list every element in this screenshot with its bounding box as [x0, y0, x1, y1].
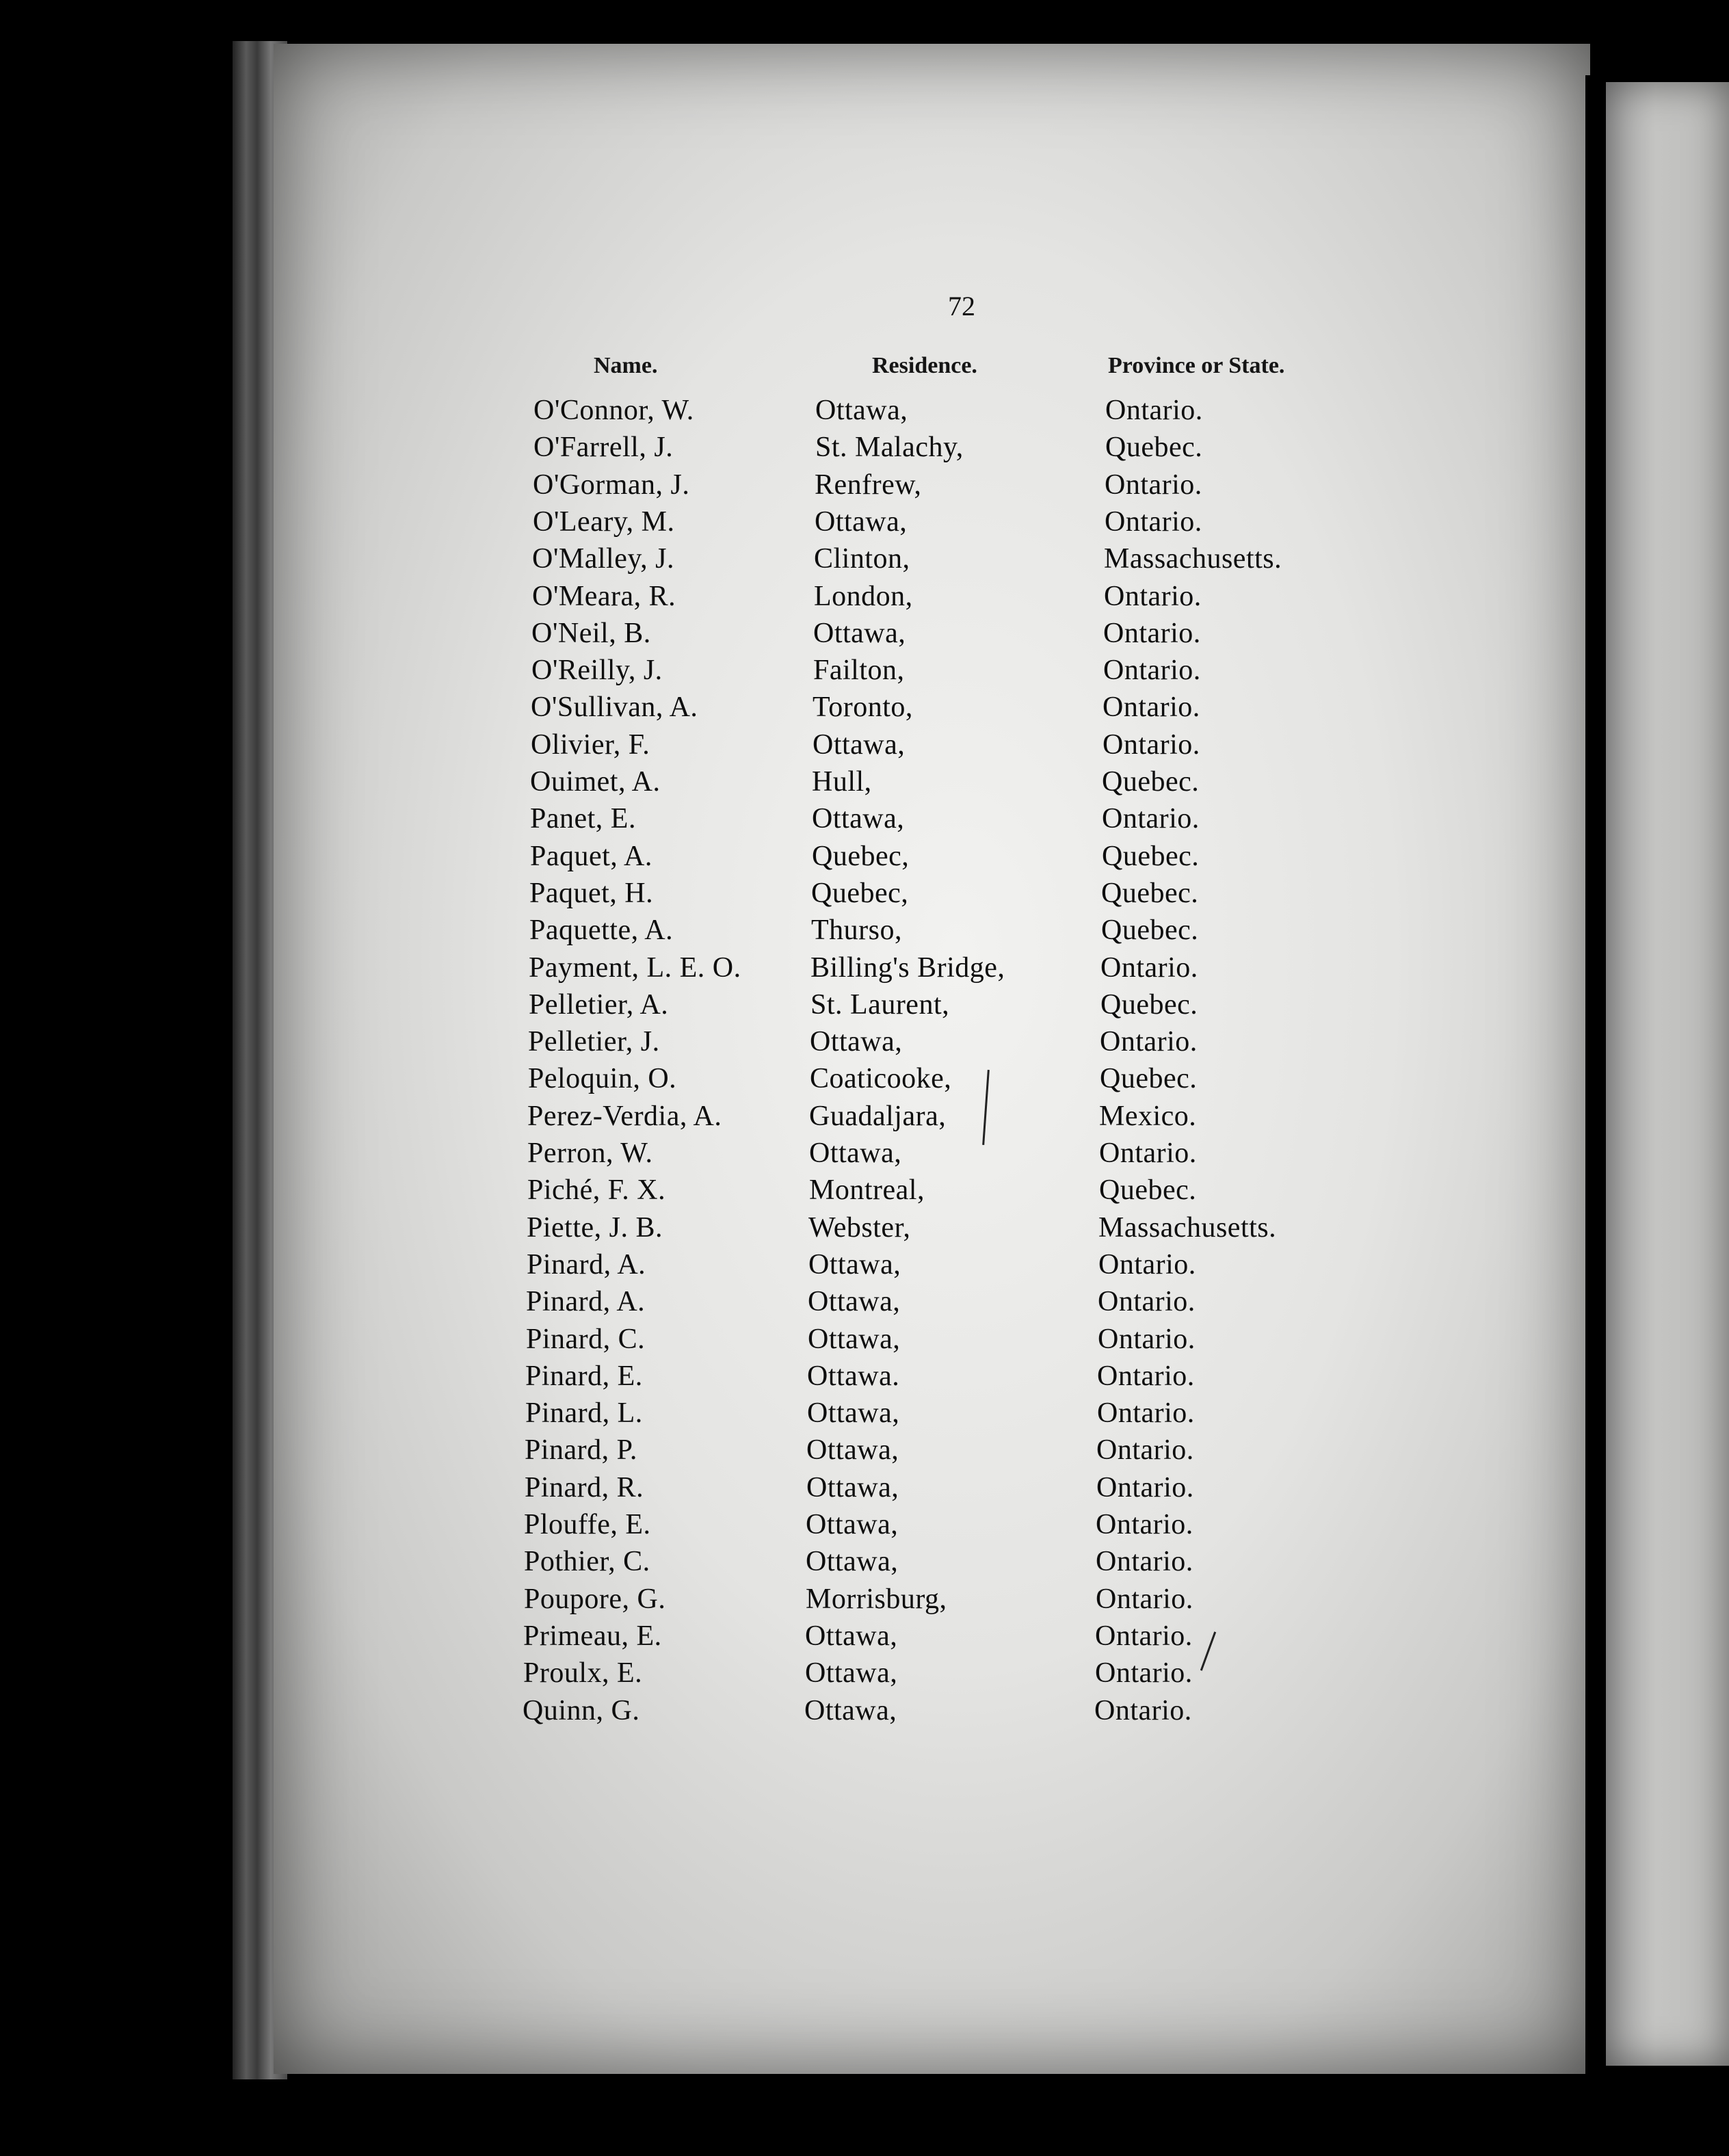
table-row — [529, 988, 1354, 1025]
page-number: 72 — [948, 291, 975, 321]
table-row — [533, 617, 1354, 654]
entry-name: O'Malley, J. — [532, 543, 674, 575]
table-row — [530, 765, 1354, 802]
entry-name: Proulx, E. — [523, 1657, 643, 1690]
entry-name: Pelletier, J. — [528, 1026, 660, 1058]
entry-province: Massachusetts. — [1098, 1211, 1277, 1244]
entry-residence: Montreal, — [809, 1174, 925, 1207]
entry-name: Panet, E. — [530, 803, 636, 835]
table-row — [530, 840, 1354, 877]
table-row — [533, 654, 1354, 691]
entry-province: Ontario. — [1097, 1397, 1195, 1430]
entry-residence: Renfrew, — [815, 469, 922, 501]
entry-province: Quebec. — [1101, 877, 1199, 909]
entry-province: Ontario. — [1105, 395, 1203, 426]
entry-residence: Billing's Bridge, — [810, 951, 1005, 984]
column-header-residence: Residence. — [872, 353, 977, 378]
entry-province: Ontario. — [1095, 1620, 1193, 1652]
table-row — [533, 691, 1354, 728]
entry-province: Ontario. — [1097, 1360, 1195, 1392]
facing-page-edge — [1606, 82, 1729, 2066]
table-row — [527, 1248, 1354, 1285]
table-row — [526, 1323, 1354, 1360]
table-row — [528, 1062, 1354, 1099]
entry-name: Primeau, E. — [523, 1620, 662, 1652]
entry-residence: Ottawa, — [813, 728, 906, 761]
entry-name: Pinard, E. — [525, 1360, 643, 1392]
entry-name: Pelletier, A. — [529, 988, 669, 1021]
entry-name: O'Gorman, J. — [533, 469, 690, 501]
entry-residence: Ottawa, — [806, 1509, 899, 1540]
entry-province: Ontario. — [1096, 1471, 1194, 1503]
entry-name: Poupore, G. — [524, 1583, 666, 1615]
table-row — [527, 1100, 1354, 1137]
column-header-name: Name. — [594, 353, 658, 378]
table-row — [529, 951, 1354, 988]
entry-residence: Guadaljara, — [809, 1100, 947, 1132]
entry-province: Ontario. — [1105, 469, 1202, 501]
entry-name: Pinard, A. — [527, 1248, 646, 1280]
entry-residence: Coaticooke, — [810, 1063, 952, 1095]
entry-province: Quebec. — [1100, 1063, 1198, 1095]
entry-residence: Morrisburg, — [806, 1583, 947, 1615]
entry-name: Ouimet, A. — [530, 766, 661, 798]
entry-name: Paquet, A. — [530, 840, 652, 872]
table-row — [533, 394, 1354, 431]
entry-name: Pinard, L. — [525, 1397, 643, 1430]
entry-name: O'Connor, W. — [533, 395, 694, 426]
entry-name: O'Farrell, J. — [533, 432, 674, 464]
table-row — [525, 1360, 1354, 1397]
entry-name: Pothier, C. — [524, 1546, 650, 1578]
entry-province: Ontario. — [1096, 1509, 1193, 1540]
entry-residence: Toronto, — [813, 692, 913, 724]
entry-residence: Ottawa, — [805, 1657, 898, 1690]
entry-province: Ontario. — [1099, 1138, 1197, 1169]
table-row — [524, 1545, 1354, 1582]
entry-residence: Ottawa, — [806, 1471, 899, 1503]
entry-province: Quebec. — [1105, 432, 1203, 464]
entry-province: Ontario. — [1102, 803, 1200, 835]
entry-residence: Ottawa, — [806, 1434, 899, 1467]
entry-name: O'Reilly, J. — [531, 655, 663, 687]
entry-name: Perez-Verdia, A. — [527, 1100, 722, 1132]
table-row — [525, 1434, 1354, 1471]
entry-province: Ontario. — [1098, 1323, 1196, 1355]
entry-residence: Ottawa, — [809, 1138, 902, 1169]
entry-residence: Ottawa, — [806, 1546, 899, 1578]
entry-residence: Quebec, — [811, 877, 909, 909]
entry-name: O'Neil, B. — [531, 617, 651, 649]
entry-province: Ontario. — [1095, 1657, 1193, 1690]
entry-name: Pinard, R. — [525, 1471, 644, 1503]
entry-residence: Ottawa, — [808, 1323, 901, 1355]
entry-residence: Ottawa, — [807, 1397, 900, 1430]
entry-residence: Ottawa, — [815, 505, 908, 538]
entry-residence: Ottawa, — [810, 1026, 903, 1058]
table-row — [533, 505, 1354, 542]
table-row — [533, 469, 1354, 505]
entry-residence: Clinton, — [814, 543, 910, 575]
entry-province: Quebec. — [1102, 840, 1200, 872]
entry-name: O'Leary, M. — [533, 505, 675, 538]
entry-name: Peloquin, O. — [528, 1063, 677, 1095]
table-row — [527, 1174, 1354, 1211]
entry-province: Quebec. — [1099, 1174, 1197, 1207]
entry-province: Ontario. — [1105, 505, 1202, 538]
entry-residence: Ottawa, — [813, 617, 906, 649]
table-row — [525, 1471, 1354, 1508]
entry-province: Ontario. — [1103, 692, 1200, 724]
table-row — [527, 1211, 1354, 1248]
entry-name: Piette, J. B. — [527, 1211, 663, 1244]
table-row — [523, 1657, 1354, 1694]
entry-residence: Hull, — [812, 766, 872, 798]
entry-name: Payment, L. E. O. — [529, 951, 741, 984]
table-row — [524, 1508, 1354, 1545]
book-gutter — [1585, 75, 1606, 2086]
entry-name: Paquette, A. — [529, 915, 674, 947]
entry-province: Ontario. — [1094, 1694, 1192, 1726]
table-row — [533, 728, 1354, 765]
entry-name: Olivier, F. — [531, 728, 650, 761]
entry-residence: Quebec, — [812, 840, 910, 872]
entry-province: Ontario. — [1098, 1286, 1196, 1318]
entry-residence: Failton, — [813, 655, 905, 687]
entry-residence: Ottawa, — [805, 1620, 898, 1652]
entry-province: Ontario. — [1096, 1546, 1193, 1578]
entry-province: Quebec. — [1101, 915, 1199, 947]
column-header-province: Province or State. — [1108, 353, 1285, 378]
entry-name: Plouffe, E. — [524, 1509, 651, 1540]
table-row — [527, 1137, 1354, 1174]
entry-province: Ontario. — [1098, 1248, 1196, 1280]
entry-name: O'Sullivan, A. — [531, 692, 698, 724]
table-row — [533, 580, 1354, 617]
entry-residence: Ottawa, — [804, 1694, 897, 1726]
entry-name: Perron, W. — [527, 1138, 653, 1169]
entry-residence: St. Malachy, — [815, 432, 964, 464]
entry-province: Ontario. — [1100, 951, 1198, 984]
table-row — [529, 877, 1354, 914]
book-page — [274, 44, 1590, 2074]
table-row — [526, 1285, 1354, 1322]
entry-name: Pinard, A. — [526, 1286, 646, 1318]
table-row — [530, 802, 1354, 839]
entry-residence: Ottawa. — [807, 1360, 900, 1392]
entry-residence: Webster, — [808, 1211, 911, 1244]
register-table — [523, 394, 1354, 1830]
entry-province: Ontario. — [1096, 1583, 1193, 1615]
entry-province: Ontario. — [1103, 617, 1201, 649]
entry-province: Quebec. — [1100, 988, 1198, 1021]
entry-name: O'Meara, R. — [532, 580, 676, 612]
entry-name: Pinard, P. — [525, 1434, 637, 1467]
table-row — [525, 1397, 1354, 1434]
entry-name: Paquet, H. — [529, 877, 654, 909]
entry-residence: Ottawa, — [808, 1248, 901, 1280]
entry-name: Piché, F. X. — [527, 1174, 666, 1207]
table-row — [523, 1694, 1354, 1731]
entry-province: Ontario. — [1100, 1026, 1198, 1058]
entry-province: Massachusetts. — [1104, 543, 1282, 575]
entry-name: Pinard, C. — [526, 1323, 646, 1355]
entry-residence: Ottawa, — [812, 803, 905, 835]
table-row — [533, 542, 1354, 579]
entry-name: Quinn, G. — [523, 1694, 640, 1726]
table-row — [523, 1620, 1354, 1657]
entry-residence: Thurso, — [811, 915, 902, 947]
entry-province: Ontario. — [1104, 580, 1202, 612]
entry-province: Ontario. — [1103, 728, 1200, 761]
entry-residence: Ottawa, — [808, 1286, 901, 1318]
table-row — [524, 1583, 1354, 1620]
entry-province: Ontario. — [1096, 1434, 1194, 1467]
entry-province: Quebec. — [1102, 766, 1200, 798]
entry-province: Ontario. — [1103, 655, 1201, 687]
table-row — [529, 914, 1354, 951]
table-row — [528, 1025, 1354, 1062]
entry-province: Mexico. — [1099, 1100, 1197, 1132]
entry-residence: St. Laurent, — [810, 988, 950, 1021]
table-row — [533, 431, 1354, 468]
entry-residence: Ottawa, — [815, 395, 908, 426]
entry-residence: London, — [814, 580, 913, 612]
